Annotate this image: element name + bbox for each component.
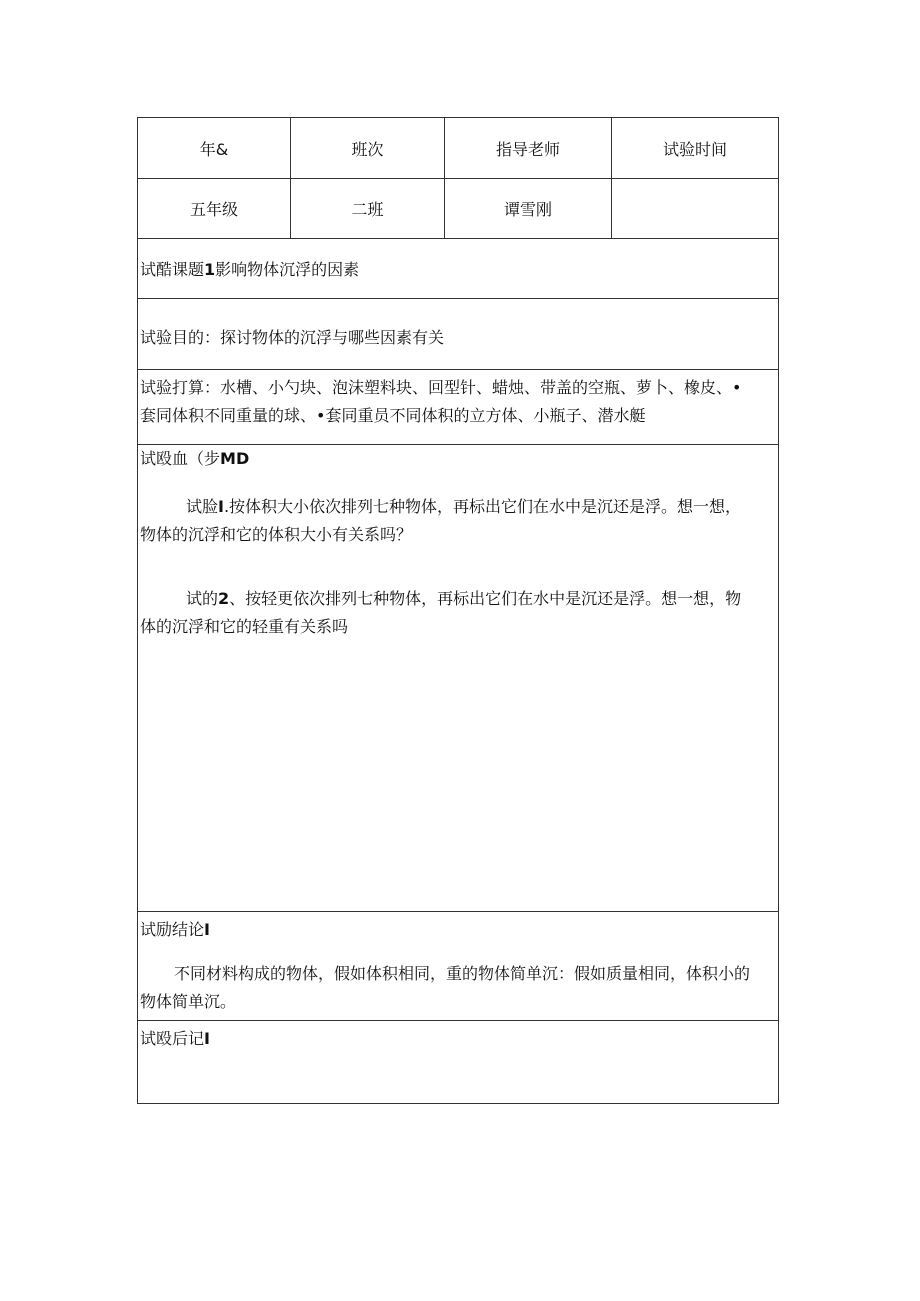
experiment-1-text-1: .按体积大小依次排列七种物体，再标出它们在水中是沉还是浮。想一想， (223, 497, 742, 516)
experiment-record-table (137, 117, 779, 1104)
experiment-2-prefix: 试的 (186, 589, 219, 608)
class-label: 班次 (351, 139, 384, 159)
experiment-2-text-1: 、按轻更依次排列七种物体，再标出它们在水中是沉还是浮。想一想，物 (229, 589, 742, 608)
conclusion-label-bold: I (204, 920, 210, 939)
conclusion-line-2: 物体简单沉。 (140, 992, 237, 1011)
experiment-1-number: I (218, 497, 224, 516)
time-label-cell (612, 118, 778, 178)
postscript-heading (140, 1027, 210, 1051)
materials-row (138, 370, 778, 445)
topic-text (140, 258, 359, 282)
materials-line-2: 套同体积不同重量的球、•套同重员不同体积的立方体、小瓶子、潜水艇 (140, 406, 646, 425)
header-row (138, 118, 778, 179)
class-label-cell (291, 118, 445, 178)
class-value-cell (291, 179, 445, 238)
topic-title: 影响物体沉浮的因素 (215, 260, 360, 279)
topic-row (138, 239, 778, 299)
purpose-row (138, 299, 778, 370)
process-heading (140, 447, 249, 471)
conclusion-heading (140, 918, 210, 942)
topic-label: 试酷课题 (140, 260, 205, 279)
teacher-value: 谭雪刚 (503, 200, 552, 219)
postscript-label-bold: I (204, 1029, 210, 1048)
experiment-1 (140, 493, 776, 549)
experiment-2 (140, 585, 776, 641)
experiment-1-line-2: 物体的沉浮和它的体积大小有关系吗？ (140, 525, 413, 544)
experiment-2-number: 2 (218, 589, 230, 608)
conclusion-row (138, 912, 778, 1021)
grade-value-cell (138, 179, 291, 238)
experiment-1-line-1 (140, 493, 776, 521)
materials-text (140, 374, 776, 430)
teacher-label-cell (445, 118, 612, 178)
conclusion-text (140, 960, 776, 1016)
postscript-row (138, 1021, 778, 1105)
grade-label: 年& (199, 139, 229, 159)
grade-label-cell (138, 118, 291, 178)
teacher-value-cell (445, 179, 612, 238)
time-value-cell (612, 179, 778, 238)
teacher-label: 指导老师 (495, 139, 560, 159)
conclusion-label: 试励结论 (140, 920, 205, 939)
experiment-1-prefix: 试脸 (186, 497, 219, 516)
purpose-text: 试验目的：探讨物体的沉浮与哪些因素有关 (140, 328, 445, 347)
conclusion-line-1: 不同材料构成的物体，假如体积相同，重的物体简单沉：假如质量相同，体积小的 (174, 964, 751, 983)
experiment-2-line-1 (140, 585, 776, 613)
process-label-bold: MD (220, 449, 250, 468)
materials-line-1: 试验打算：水槽、小勺块、泡沫塑料块、回型针、蜡烛、带盖的空瓶、萝卜、橡皮、• (140, 378, 742, 397)
grade-value: 五年级 (189, 200, 238, 219)
postscript-label: 试殴后记 (140, 1029, 205, 1048)
time-label: 试验时间 (662, 139, 727, 159)
process-label: 试殴血（步 (140, 449, 221, 468)
topic-number: 1 (204, 260, 216, 279)
process-row (138, 445, 778, 912)
value-row (138, 179, 778, 239)
experiment-2-line-2: 体的沉浮和它的轻重有关系吗 (140, 617, 349, 636)
class-value: 二班 (351, 200, 384, 219)
